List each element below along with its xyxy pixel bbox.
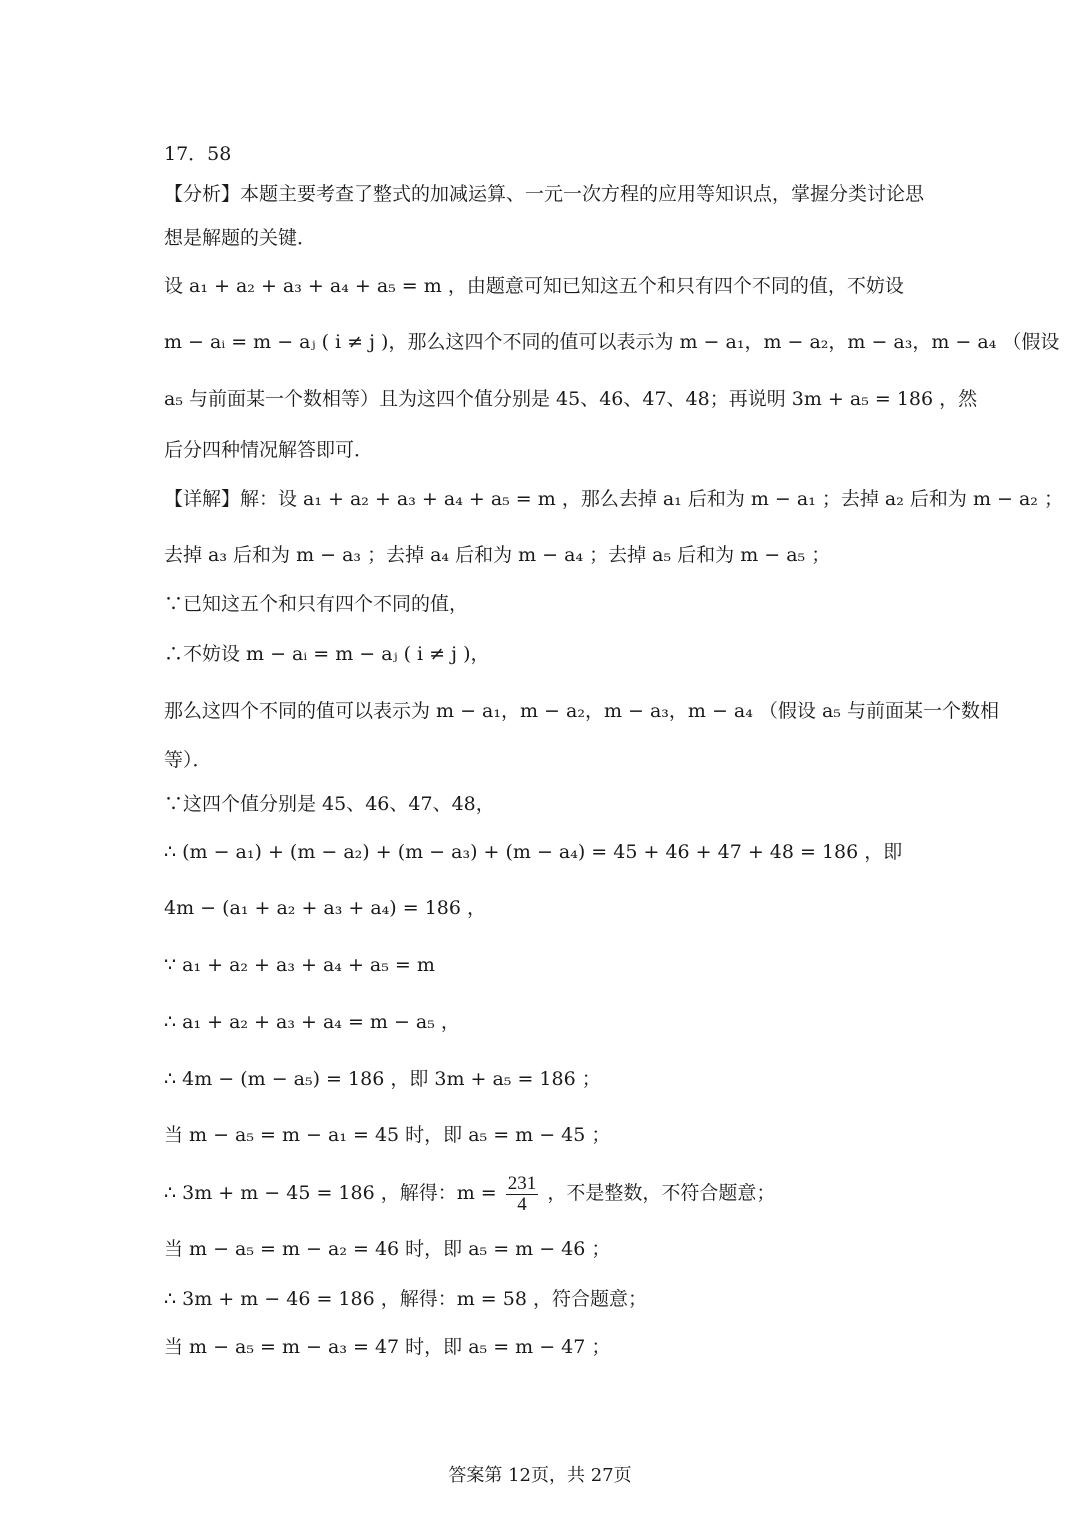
fraction-denominator: 4 (517, 1193, 527, 1215)
solution-line-10: ∵ a₁ + a₂ + a₃ + a₄ + a₅ = m (164, 954, 435, 976)
question-header: 17．58 (164, 143, 232, 165)
solution-line-3: ∵已知这五个和只有四个不同的值， (164, 593, 469, 615)
solution-line-13: 当 m − a₅ = m − a₁ = 45 时，即 a₅ = m − 45 ； (164, 1124, 611, 1146)
analysis-line-5: a₅ 与前面某一个数相等）且为这四个值分别是 45、46、47、48；再说明 3m + a₅ = 186 ，然 (164, 388, 978, 410)
solution-line-8: ∴ (m − a₁) + (m − a₂) + (m − a₃) + (m − a₄) = 45 + 46 + 47 + 48 = 186 ，即 (164, 841, 903, 863)
analysis-line-3: 设 a₁ + a₂ + a₃ + a₄ + a₅ = m ，由题意可知已知这五个和只有四个不同的值，不妨设 (164, 275, 904, 297)
analysis-line-1: 【分析】本题主要考查了整式的加减运算、一元一次方程的应用等知识点，掌握分类讨论思 (164, 183, 925, 205)
solution-line-14 (164, 1168, 775, 1218)
analysis-line-2: 想是解题的关键． (164, 227, 317, 249)
analysis-line-4: m − aᵢ = m − aⱼ ( i ≠ j )，那么这四个不同的值可以表示为 m − a₁，m − a₂，m − a₃，m − a₄ （假设 (164, 331, 1060, 353)
solution-line-17: 当 m − a₅ = m − a₃ = 47 时，即 a₅ = m − 47 ； (164, 1336, 611, 1358)
fraction-numerator: 231 (507, 1172, 537, 1194)
fraction-231-over-4 (506, 1174, 539, 1215)
solution-line-16: ∴ 3m + m − 46 = 186 ，解得：m = 58 ，符合题意； (164, 1288, 647, 1310)
solution-line-14-suffix: ，不是整数，不符合题意； (547, 1182, 776, 1204)
solution-line-6: 等）． (164, 749, 212, 771)
solution-line-7: ∵这四个值分别是 45、46、47、48， (164, 793, 495, 815)
solution-line-11: ∴ a₁ + a₂ + a₃ + a₄ = m − a₅ ， (164, 1011, 460, 1033)
solution-line-2: 去掉 a₃ 后和为 m − a₃ ；去掉 a₄ 后和为 m − a₄ ；去掉 a₅ 后和为 m − a₅ ； (164, 544, 831, 566)
solution-line-9: 4m − (a₁ + a₂ + a₃ + a₄) = 186 ， (164, 897, 487, 919)
page-footer: 答案第 12页，共 27页 (448, 1465, 632, 1486)
solution-line-14-text: ∴ 3m + m − 45 = 186 ，解得：m = (164, 1182, 497, 1204)
solution-line-5: 那么这四个不同的值可以表示为 m − a₁，m − a₂，m − a₃，m − a₄ （假设 a₅ 与前面某一个数相 (164, 700, 999, 722)
solution-line-12: ∴ 4m − (m − a₅) = 186 ，即 3m + a₅ = 186 ； (164, 1068, 601, 1090)
analysis-line-6: 后分四种情况解答即可． (164, 439, 374, 461)
solution-line-15: 当 m − a₅ = m − a₂ = 46 时，即 a₅ = m − 46 ； (164, 1238, 611, 1260)
solution-line-4: ∴不妨设 m − aᵢ = m − aⱼ ( i ≠ j )， (164, 643, 490, 665)
solution-line-1: 【详解】解：设 a₁ + a₂ + a₃ + a₄ + a₅ = m ，那么去掉 a₁ 后和为 m − a₁ ；去掉 a₂ 后和为 m − a₂ ； (164, 488, 1063, 510)
